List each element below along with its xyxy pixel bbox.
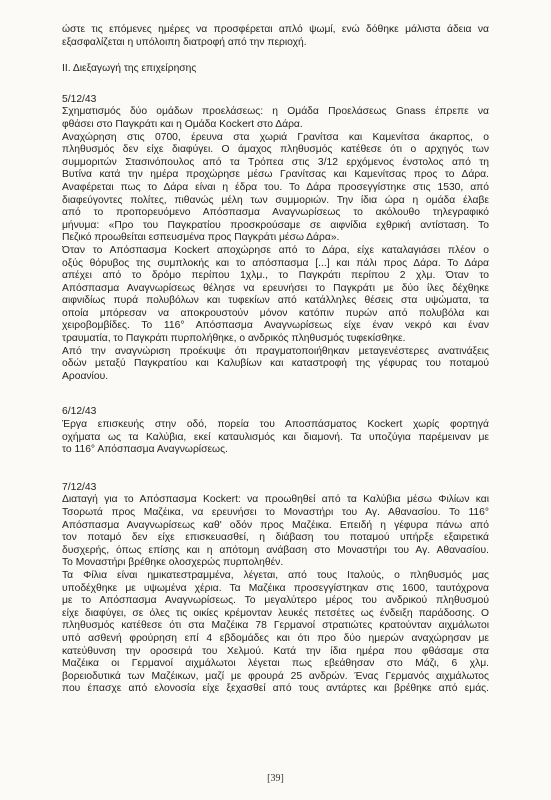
- entry-line: Σχηματισμός δύο ομάδων προελάσεως: η Ομάδα Προελάσεως Gnass έπρεπε να: [62, 106, 489, 118]
- entry-line: υποδέχθηκε με υψωμένα χέρια. Τα Μαζέικα προσεγγίστηκαν στις 1600, ταυτόχρονα: [62, 582, 489, 594]
- entry-line: Μαζέικα οι Γερμανοί αιχμάλωτοι λέγεται πως εβεάθησαν στο Μάζι, 6 χλμ.: [62, 658, 489, 670]
- intro-line: ώστε τις επόμενες ημέρες να προσφέρεται απλό ψωμί, ενώ δόθηκε μάλιστα άδεια να: [62, 24, 489, 35]
- entry-line: Τα Φίλια είναι ημικατεστραμμένα, λέγεται, από τους Ιταλούς, ο πληθυσμός μας: [62, 569, 489, 581]
- entry-date: 5/12/43: [62, 93, 97, 105]
- entry-line: Διαταγή για το Απόσπασμα Kockert: να προωθηθεί από τα Καλύβια μέσω Φιλίων και: [62, 494, 489, 506]
- entry-line: το 116° Απόσπασμα Αναγνωρίσεως.: [62, 444, 228, 456]
- entry-line: Βυτίνα κατά την ημέρα προχώρησε μέσω Γρανίτσας και Καμενίτσας προς το Δάρα.: [62, 169, 489, 181]
- entry-line: Αναφέρεται πως το Δάρα είναι η έδρα του. Το Δάρα προσεγγίστηκε στις 1530, από: [62, 181, 489, 193]
- intro-paragraph: [62, 24, 489, 49]
- entry-line: οποία μπόρεσαν να αποκρουστούν μόνον κατόπιν πυρών από πολυβόλα και: [62, 307, 489, 319]
- entry-line: Από την αναγνώριση προέκυψε ότι πραγματοποιήθηκαν μεταγενέστερες ανατινάξεις: [62, 345, 489, 357]
- entry-line: Όταν το Απόσπασμα Kockert αποχώρησε από το Δάρα, είχε καταλαγιάσει πλέον ο: [62, 244, 489, 256]
- entry-line: βορειοδυτικά των Μαζέικων, μαζί με φρουρά 25 ανδρών. Ένας Γερμανός αιχμάλωτος: [62, 670, 489, 682]
- entry-line: Αναχώρηση στις 0700, έρευνα στα χωριά Γρανίτσα και Καμενίτσα άκαρπος, ο: [62, 131, 489, 143]
- entry-line: οχήματα ως τα Καλύβια, εκεί καταυλισμός και διαμονή. Τα υποζύγια παρέμειναν με: [62, 431, 489, 443]
- section-heading: ΙΙ. Διεξαγωγή της επιχείρησης: [62, 63, 197, 75]
- entry-line: είχε διαφύγει, σε όλες τις οικίες κρέμονταν λευκές πετσέτες ως ένδειξη παράδοσης. Ο: [62, 607, 489, 619]
- entry-6-12-43: [62, 406, 489, 456]
- entry-line: αιφνιδίως πυρά πολυβόλων και τυφεκίων από κατάλληλες θέσεις στα υψώματα, τα: [62, 295, 489, 307]
- entry-line: τραυματία, το Παγκράτι πυρπολήθηκε, ο ανδρικός πληθυσμός τυφεκίσθηκε.: [62, 333, 406, 345]
- entry-line: τον ποταμό δεν είχε επισκευασθεί, η διάβαση του ποταμού υπήρξε εξαιρετικά: [62, 532, 489, 544]
- entry-line: με το Απόσπασμα Αναγνωρίσεως. Το μεγαλύτερο μέρος του ανδρικού πληθυσμού: [62, 595, 489, 607]
- entry-line: Τσορωτά προς Μαζέικα, να ερευνήσει το Μοναστήρι του Αγ. Αθανασίου. Το 116°: [62, 507, 489, 518]
- entry-line: Πεζικό προωθείται εσπευσμένα προς Παγκράτι μέσω Δάρα».: [62, 232, 340, 244]
- entry-line: μήνυμα: «Προ του Παγκρατίου προσκρούσαμε σε αιφνίδια εχθρική αντίσταση. Το: [62, 219, 489, 231]
- entry-line: Απόσπασμα Αναγνωρίσεως θέλησε να ερευνήσει το Παγκράτι με δύο ίλες δέχθηκε: [62, 282, 489, 294]
- page-number: [39]: [267, 773, 284, 784]
- entry-line: συμμοριτών Στασινόπουλος από τα Τρόπεα στις 3/12 ερχόμενος ένστολος από τη: [62, 156, 489, 168]
- intro-line: εξασφαλίζεται η υπόλοιπη διατροφή από την περιοχή.: [62, 36, 307, 48]
- entry-line: διαφεύγοντες πολίτες, πιθανώς μέλη των συμμοριών. Την ίδια ώρα η ομάδα έλαβε: [62, 194, 489, 206]
- entry-line: υπό ασθενή φρούρηση επί 4 εβδομάδες και ότι προ δύο ημερών αναχώρησαν με: [62, 632, 489, 644]
- entry-line: από το προπορευόμενο Απόσπασμα Αναγνωρίσεως το ακόλουθο τηλεγραφικό: [62, 207, 489, 219]
- entry-7-12-43: [62, 482, 489, 696]
- entry-line: κατεύθυνση την οροσειρά του Χελμού. Κατά την ίδια ημέρα που φθάσαμε στα: [62, 645, 489, 657]
- entry-line: οδών μεταξύ Παγκρατίου και Καλυβίων και καταστροφή της γέφυρας του ποταμού: [62, 358, 489, 370]
- entry-line: απέχει από το δρόμο περίπου 1χλμ., το Παγκράτι περίπου 2 χλμ. Όταν το: [62, 270, 489, 282]
- entry-line: Έργα επισκευής στην οδό, πορεία του Αποσπάσματος Kockert χωρίς φορτηγά: [62, 419, 489, 431]
- entry-line: πληθυσμός κατέθεσε ότι στα Μαζέικα 78 Γερμανοί στρατιώτες κρατούνταν αιχμάλωτοι: [62, 620, 489, 632]
- entry-line: Απόσπασμα Αναγνωρίσεως καθ' οδόν προς Μαζέικα. Επειδή η γέφυρα πάνω από: [62, 519, 489, 531]
- entry-line: φθάσει στο Παγκράτι και η Ομάδα Kockert στο Δάρα.: [62, 118, 303, 130]
- entry-line: Το Μοναστήρι βρέθηκε ολοσχερώς πυρποληθέν.: [62, 557, 284, 569]
- entry-date: 6/12/43: [62, 406, 97, 418]
- entry-5-12-43: [62, 94, 489, 384]
- entry-date: 7/12/43: [62, 481, 97, 493]
- entry-line: Αροανίου.: [62, 370, 109, 382]
- entry-line: χειροβομβίδες. Το 116° Απόσπασμα Αναγνωρίσεως είχε έναν νεκρό και έναν: [62, 320, 489, 332]
- entry-line: δυσχερής, όπως επίσης και η απότομη ανάβαση στο Μοναστήρι του Αγ. Αθανασίου.: [62, 544, 489, 556]
- entry-line: οξύς θόρυβος της συμπλοκής και το απόσπασμα [...] και πάλι προς Δάρα. Το Δάρα: [62, 257, 489, 269]
- entry-line: πληθυσμός δεν είχε διαφύγει. Ο άμαχος πληθυσμός κατέθεσε ότι ο αρχηγός των: [62, 144, 489, 156]
- entry-line: που έπασχε από ελονοσία είχε ξεχασθεί από τους αντάρτες και βρέθηκε από εμάς.: [62, 683, 489, 695]
